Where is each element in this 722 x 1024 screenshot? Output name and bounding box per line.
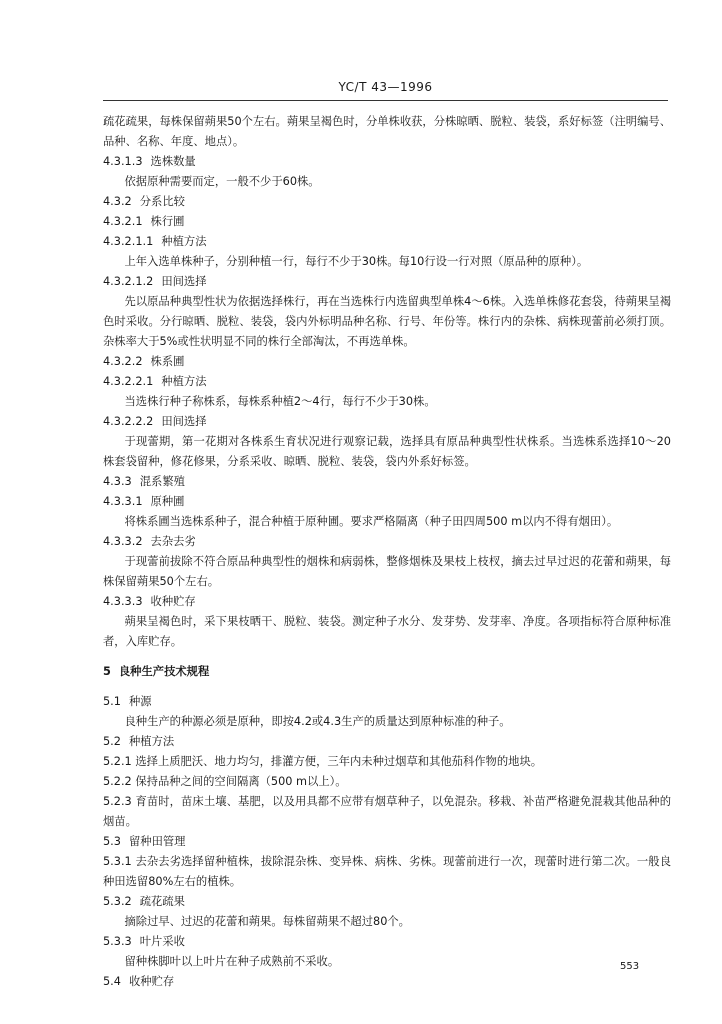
clause-heading <box>103 272 671 292</box>
clause-number: 5.3.2 <box>103 895 132 908</box>
page-number: 553 <box>620 961 640 972</box>
clause-number: 5.2.3 <box>103 795 132 808</box>
clause-heading <box>103 532 671 552</box>
clause-title: 种植方法 <box>128 735 175 748</box>
clause-number: 5.3.1 <box>103 855 132 868</box>
paragraph: 疏花疏果，每株保留蒴果50个左右。蒴果呈褐色时，分单株收获，分株晾晒、脱粒、装袋，系好标签（注明编号、品种、名称、年度、地点）。 <box>103 115 671 148</box>
clause-heading <box>103 212 671 232</box>
clause-text: 育苗时，苗床土壤、基肥，以及用具都不应带有烟草种子，以免混杂。移栽、补苗严格避免混栽其他品种的烟苗。 <box>103 795 671 828</box>
clause-heading <box>103 732 671 752</box>
clause-heading <box>103 152 671 172</box>
paragraph: 留种株脚叶以上叶片在种子成熟前不采收。 <box>124 955 340 968</box>
numbered-paragraph <box>103 852 671 892</box>
clause-number: 4.3.2.2.2 <box>103 415 154 428</box>
clause-title: 株系圃 <box>150 355 185 368</box>
section-title: 良种生产技术规程 <box>118 665 210 678</box>
clause-number: 4.3.1.3 <box>103 155 143 168</box>
paragraph: 良种生产的种源必须是原种，即按4.2或4.3生产的质量达到原种标准的种子。 <box>124 715 511 728</box>
clause-text: 去杂去劣选择留种植株，拔除混杂株、变异株、病株、劣株。现蕾前进行一次，现蕾时进行第二次。一般良种田选留80%左右的植株。 <box>103 855 671 888</box>
clause-heading <box>103 472 671 492</box>
clause-title: 收种贮存 <box>128 975 175 988</box>
clause-heading <box>103 232 671 252</box>
clause-title: 田间选择 <box>161 275 207 288</box>
clause-title: 田间选择 <box>161 415 207 428</box>
clause-number: 4.3.2.2.1 <box>103 375 154 388</box>
standard-code-header: YC/T 43—1996 <box>338 80 433 94</box>
paragraph: 于现蕾前拔除不符合原品种典型性的烟株和病弱株，整修烟株及果枝上枝杈，摘去过早过迟的花蕾和蒴果，每株保留蒴果50个左右。 <box>103 555 671 588</box>
clause-number: 4.3.2.1.2 <box>103 275 154 288</box>
section-number: 5 <box>103 665 111 678</box>
numbered-paragraph <box>103 792 671 832</box>
clause-number: 5.2.1 <box>103 755 132 768</box>
clause-title: 收种贮存 <box>150 595 196 608</box>
clause-number: 4.3.3 <box>103 475 132 488</box>
clause-heading <box>103 932 671 952</box>
paragraph: 依据原种需要而定，一般不少于60株。 <box>124 175 320 188</box>
section-heading <box>103 662 671 682</box>
clause-heading <box>103 972 671 992</box>
numbered-paragraph <box>103 752 671 772</box>
header-rule <box>103 100 668 101</box>
clause-title: 分系比较 <box>139 195 185 208</box>
clause-number: 5.1 <box>103 695 121 708</box>
clause-title: 种植方法 <box>161 375 207 388</box>
clause-heading <box>103 412 671 432</box>
clause-number: 5.3 <box>103 835 121 848</box>
clause-number: 5.4 <box>103 975 121 988</box>
paragraph: 上年入选单株种子，分别种植一行，每行不少于30株。每10行设一行对照（原品种的原种）。 <box>124 255 589 268</box>
numbered-paragraph <box>103 772 671 792</box>
clause-title: 种源 <box>128 695 152 708</box>
clause-title: 留种田管理 <box>128 835 186 848</box>
clause-title: 去杂去劣 <box>150 535 196 548</box>
clause-number: 4.3.2 <box>103 195 132 208</box>
clause-title: 混系繁殖 <box>139 475 185 488</box>
clause-heading <box>103 892 671 912</box>
clause-number: 4.3.3.1 <box>103 495 143 508</box>
clause-title: 种植方法 <box>161 235 207 248</box>
clause-number: 4.3.2.1.1 <box>103 235 154 248</box>
clause-number: 4.3.3.3 <box>103 595 143 608</box>
paragraph: 先以原品种典型性状为依据选择株行，再在当选株行内选留典型单株4～6株。入选单株修花套袋，待蒴果呈褐色时采收。分行晾晒、脱粒、装袋，袋内外标明品种名称、行号、年份等。株行内的杂株、病株现蕾前必须打顶。杂株率大于5%或性状明显不同的株行全部淘汰，不再选单株。 <box>103 295 671 348</box>
clause-number: 4.3.2.2 <box>103 355 143 368</box>
paragraph: 摘除过早、过迟的花蕾和蒴果。每株留蒴果不超过80个。 <box>124 915 410 928</box>
clause-number: 5.2 <box>103 735 121 748</box>
document-body <box>103 112 671 992</box>
clause-title: 株行圃 <box>150 215 185 228</box>
clause-number: 5.3.3 <box>103 935 132 948</box>
clause-title: 疏花疏果 <box>139 895 185 908</box>
clause-number: 5.2.2 <box>103 775 132 788</box>
clause-text: 保持品种之间的空间隔离（500 m以上）。 <box>135 775 347 788</box>
clause-heading <box>103 832 671 852</box>
clause-heading <box>103 352 671 372</box>
clause-text: 选择上质肥沃、地力均匀，排灌方便，三年内未种过烟草和其他茄科作物的地块。 <box>135 755 543 768</box>
paragraph: 将株系圃当选株系种子，混合种植于原种圃。要求严格隔离（种子田四周500 m以内不得有烟田）。 <box>124 515 619 528</box>
clause-number: 4.3.3.2 <box>103 535 143 548</box>
clause-heading <box>103 192 671 212</box>
clause-title: 选株数量 <box>150 155 196 168</box>
paragraph: 于现蕾期，第一花期对各株系生育状况进行观察记载，选择具有原品种典型性状株系。当选株系选择10～20株套袋留种，修花修果，分系采收、晾晒、脱粒、装袋，袋内外系好标签。 <box>103 435 671 468</box>
paragraph: 当选株行种子称株系，每株系种植2～4行，每行不少于30株。 <box>124 395 436 408</box>
clause-heading <box>103 372 671 392</box>
clause-title: 叶片采收 <box>139 935 185 948</box>
clause-heading <box>103 492 671 512</box>
clause-title: 原种圃 <box>150 495 185 508</box>
clause-heading <box>103 692 671 712</box>
paragraph: 蒴果呈褐色时，采下果枝晒干、脱粒、装袋。测定种子水分、发芽势、发芽率、净度。各项指标符合原种标准者，入库贮存。 <box>103 615 671 648</box>
clause-number: 4.3.2.1 <box>103 215 143 228</box>
clause-heading <box>103 592 671 612</box>
